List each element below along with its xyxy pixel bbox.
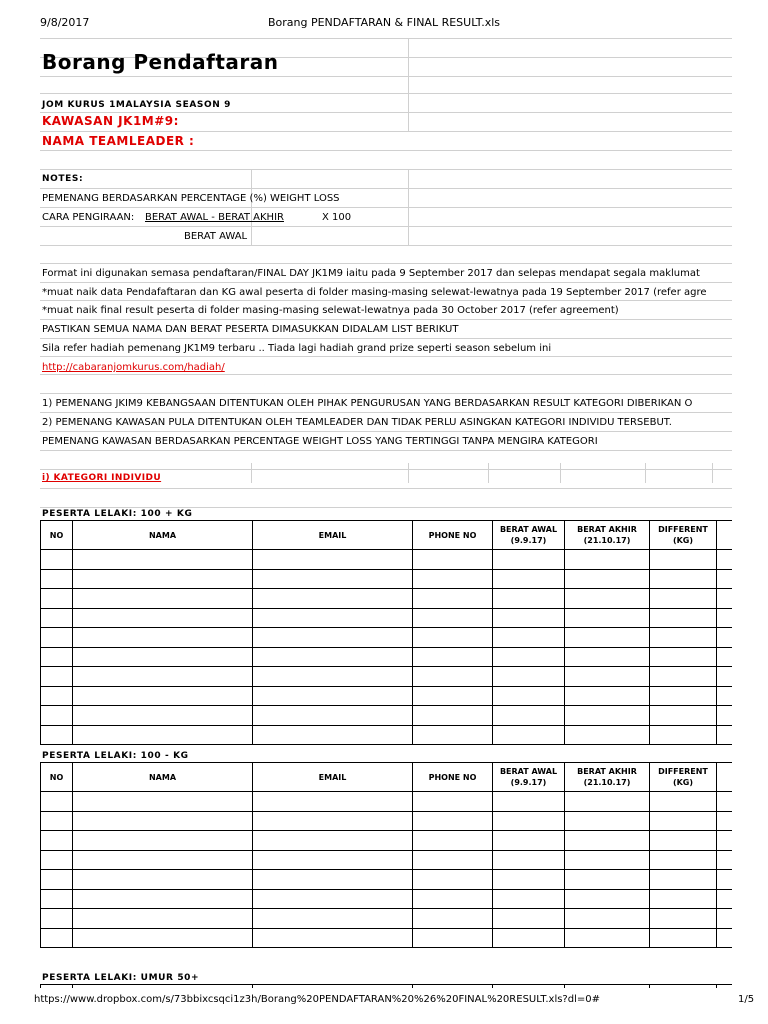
cell-no[interactable] (41, 889, 73, 909)
cell-berat-akhir[interactable] (565, 686, 650, 706)
table-row (41, 850, 733, 870)
cell-berat-akhir[interactable] (565, 850, 650, 870)
cell-berat-akhir[interactable] (565, 569, 650, 589)
note-percentage: PEMENANG BERDASARKAN PERCENTAGE (%) WEIGHT LOSS (42, 193, 340, 204)
cell-no[interactable] (41, 628, 73, 648)
cell-berat-awal[interactable] (493, 550, 565, 570)
cell-no[interactable] (41, 608, 73, 628)
cell-no[interactable] (41, 667, 73, 687)
cell-different[interactable] (650, 706, 717, 726)
column-header-extra (717, 985, 733, 989)
table-header-row (41, 763, 733, 792)
cell-phone[interactable] (413, 589, 493, 609)
table-row (41, 792, 733, 812)
column-header-berat-akhir (565, 985, 650, 989)
column-header-extra (717, 763, 733, 792)
info-line: Format ini digunakan semasa pendaftaran/FINAL DAY JK1M9 iaitu pada 9 September 2017 dan selepas mendapat segala maklumat (42, 268, 700, 279)
cell-nama[interactable] (73, 831, 253, 851)
cell-phone[interactable] (413, 831, 493, 851)
info-line: Sila refer hadiah pemenang JK1M9 terbaru .. Tiada lagi hadiah grand prize seperti season sebelum ini (42, 343, 552, 354)
cell-phone[interactable] (413, 850, 493, 870)
cell-different[interactable] (650, 589, 717, 609)
cell-extra[interactable] (717, 569, 733, 589)
cell-extra[interactable] (717, 706, 733, 726)
cell-extra[interactable] (717, 647, 733, 667)
gridline (40, 450, 732, 451)
cell-different[interactable] (650, 725, 717, 745)
cell-email[interactable] (253, 889, 413, 909)
table-row (41, 569, 733, 589)
cell-berat-awal[interactable] (493, 667, 565, 687)
column-header-nama: NAMA (73, 763, 253, 792)
column-header-no (41, 985, 73, 989)
cell-nama[interactable] (73, 608, 253, 628)
cell-different[interactable] (650, 870, 717, 890)
cara-multiplier: X 100 (322, 212, 352, 223)
cell-different[interactable] (650, 667, 717, 687)
cell-phone[interactable] (413, 686, 493, 706)
table-row (41, 889, 733, 909)
cell-extra[interactable] (717, 831, 733, 851)
cell-extra[interactable] (717, 850, 733, 870)
gridline (40, 150, 732, 151)
cell-nama[interactable] (73, 811, 253, 831)
cell-phone[interactable] (413, 725, 493, 745)
cell-phone[interactable] (413, 909, 493, 929)
cell-nama[interactable] (73, 569, 253, 589)
cell-no[interactable] (41, 725, 73, 745)
cell-email[interactable] (253, 628, 413, 648)
cell-different[interactable] (650, 909, 717, 929)
gridline (40, 488, 732, 489)
gridline (40, 393, 732, 394)
cell-no[interactable] (41, 928, 73, 948)
table-row (41, 831, 733, 851)
gridline (40, 76, 732, 77)
cell-berat-awal[interactable] (493, 870, 565, 890)
cell-phone[interactable] (413, 647, 493, 667)
cell-phone[interactable] (413, 569, 493, 589)
gridline (40, 93, 732, 94)
gridline (408, 463, 409, 483)
cell-berat-akhir[interactable] (565, 628, 650, 648)
gridline (40, 112, 732, 113)
cell-email[interactable] (253, 870, 413, 890)
cell-different[interactable] (650, 608, 717, 628)
cell-email[interactable] (253, 686, 413, 706)
cell-different[interactable] (650, 850, 717, 870)
cell-nama[interactable] (73, 550, 253, 570)
column-header-nama: NAMA (73, 521, 253, 550)
cell-nama[interactable] (73, 725, 253, 745)
cell-no[interactable] (41, 550, 73, 570)
table-row (41, 608, 733, 628)
cell-berat-awal[interactable] (493, 686, 565, 706)
cell-phone[interactable] (413, 550, 493, 570)
cell-email[interactable] (253, 589, 413, 609)
cell-berat-akhir[interactable] (565, 589, 650, 609)
cell-extra[interactable] (717, 725, 733, 745)
column-header-berat-awal: BERAT AWAL (9.9.17) (493, 763, 565, 792)
gridline (40, 319, 732, 320)
section-label: PESERTA LELAKI: 100 - KG (42, 751, 189, 761)
cell-nama[interactable] (73, 647, 253, 667)
cell-email[interactable] (253, 792, 413, 812)
cell-berat-awal[interactable] (493, 706, 565, 726)
gridline (408, 169, 409, 245)
cell-nama[interactable] (73, 706, 253, 726)
cell-nama[interactable] (73, 667, 253, 687)
cell-berat-awal[interactable] (493, 647, 565, 667)
cell-berat-akhir[interactable] (565, 608, 650, 628)
cell-berat-akhir[interactable] (565, 550, 650, 570)
cell-email[interactable] (253, 831, 413, 851)
cell-berat-awal[interactable] (493, 811, 565, 831)
column-header-no: NO (41, 763, 73, 792)
cell-email[interactable] (253, 811, 413, 831)
gridline (40, 338, 732, 339)
cell-no[interactable] (41, 686, 73, 706)
column-header-berat-awal (493, 985, 565, 989)
participant-table (40, 520, 732, 745)
cell-different[interactable] (650, 569, 717, 589)
cell-phone[interactable] (413, 928, 493, 948)
cell-berat-awal[interactable] (493, 589, 565, 609)
cell-email[interactable] (253, 608, 413, 628)
gridline (40, 188, 732, 189)
cell-different[interactable] (650, 928, 717, 948)
cell-extra[interactable] (717, 811, 733, 831)
cell-extra[interactable] (717, 628, 733, 648)
column-header-extra (717, 521, 733, 550)
column-header-email: EMAIL (253, 521, 413, 550)
cell-no[interactable] (41, 850, 73, 870)
cell-extra[interactable] (717, 589, 733, 609)
cell-email[interactable] (253, 667, 413, 687)
teamleader-label: NAMA TEAMLEADER : (42, 134, 195, 148)
gridline (40, 282, 732, 283)
cell-no[interactable] (41, 589, 73, 609)
cell-different[interactable] (650, 792, 717, 812)
gridline (40, 226, 732, 227)
hadiah-link[interactable]: http://cabaranjomkurus.com/hadiah/ (42, 362, 225, 373)
cell-extra[interactable] (717, 550, 733, 570)
cell-berat-akhir[interactable] (565, 706, 650, 726)
cell-berat-awal[interactable] (493, 725, 565, 745)
cell-phone[interactable] (413, 870, 493, 890)
column-header-different: DIFFERENT (KG) (650, 763, 717, 792)
kawasan-label: KAWASAN JK1M#9: (42, 114, 179, 128)
cell-different[interactable] (650, 686, 717, 706)
cell-berat-akhir[interactable] (565, 725, 650, 745)
cell-email[interactable] (253, 647, 413, 667)
kategori-label: i) KATEGORI INDIVIDU (42, 473, 162, 483)
cell-berat-awal[interactable] (493, 889, 565, 909)
cell-nama[interactable] (73, 928, 253, 948)
cell-email[interactable] (253, 706, 413, 726)
gridline (488, 463, 489, 483)
cell-berat-akhir[interactable] (565, 870, 650, 890)
cell-berat-akhir[interactable] (565, 647, 650, 667)
rule-line: 2) PEMENANG KAWASAN PULA DITENTUKAN OLEH TEAMLEADER DAN TIDAK PERLU ASINGKAN KATEGORI INDIVIDU TERSEBUT. (42, 417, 672, 428)
gridline (712, 463, 713, 483)
cell-berat-awal[interactable] (493, 831, 565, 851)
cell-berat-awal[interactable] (493, 569, 565, 589)
gridline (40, 300, 732, 301)
cell-berat-akhir[interactable] (565, 889, 650, 909)
table-row (41, 550, 733, 570)
rule-line: PEMENANG KAWASAN BERDASARKAN PERCENTAGE WEIGHT LOSS YANG TERTINGGI TANPA MENGIRA KATEGORI (42, 436, 598, 447)
cara-formula: BERAT AWAL - BERAT AKHIR (145, 212, 284, 223)
table-header-row (41, 521, 733, 550)
participant-table (40, 984, 732, 988)
gridline (560, 463, 561, 483)
notes-label: NOTES: (42, 174, 84, 184)
cell-nama[interactable] (73, 686, 253, 706)
table-row (41, 628, 733, 648)
cell-different[interactable] (650, 647, 717, 667)
info-line: *muat naik final result peserta di folder masing-masing selewat-lewatnya pada 30 October 2017 (refer agreement) (42, 305, 619, 316)
cell-berat-awal[interactable] (493, 850, 565, 870)
gridline (40, 131, 732, 132)
table-row (41, 928, 733, 948)
cell-berat-akhir[interactable] (565, 928, 650, 948)
table-row (41, 589, 733, 609)
cell-nama[interactable] (73, 889, 253, 909)
cell-extra[interactable] (717, 667, 733, 687)
cell-extra[interactable] (717, 909, 733, 929)
column-header-berat-awal: BERAT AWAL (9.9.17) (493, 521, 565, 550)
column-header-phone: PHONE NO (413, 521, 493, 550)
cell-berat-akhir[interactable] (565, 909, 650, 929)
gridline (40, 412, 732, 413)
print-date: 9/8/2017 (40, 16, 90, 29)
gridline (40, 207, 732, 208)
cell-phone[interactable] (413, 608, 493, 628)
cell-nama[interactable] (73, 628, 253, 648)
column-header-no: NO (41, 521, 73, 550)
cell-extra[interactable] (717, 686, 733, 706)
table-row (41, 725, 733, 745)
gridline (40, 431, 732, 432)
cell-berat-awal[interactable] (493, 608, 565, 628)
gridline (645, 463, 646, 483)
cell-email[interactable] (253, 569, 413, 589)
cell-no[interactable] (41, 909, 73, 929)
column-header-phone: PHONE NO (413, 763, 493, 792)
rule-line: 1) PEMENANG JKIM9 KEBANGSAAN DITENTUKAN OLEH PIHAK PENGURUSAN YANG BERDASARKAN RESULT KATEGORI DIBERIKAN O (42, 398, 693, 409)
cell-berat-awal[interactable] (493, 928, 565, 948)
cell-berat-awal[interactable] (493, 909, 565, 929)
section-label: PESERTA LELAKI: UMUR 50+ (42, 973, 200, 983)
cell-no[interactable] (41, 811, 73, 831)
cell-nama[interactable] (73, 870, 253, 890)
column-header-different: DIFFERENT (KG) (650, 521, 717, 550)
gridline (40, 356, 732, 357)
table-row (41, 909, 733, 929)
gridline (408, 38, 409, 132)
table-row (41, 706, 733, 726)
cell-phone[interactable] (413, 667, 493, 687)
cell-berat-akhir[interactable] (565, 792, 650, 812)
cell-phone[interactable] (413, 706, 493, 726)
cell-berat-awal[interactable] (493, 792, 565, 812)
cell-email[interactable] (253, 909, 413, 929)
cell-email[interactable] (253, 850, 413, 870)
table-row (41, 667, 733, 687)
cell-berat-akhir[interactable] (565, 811, 650, 831)
cell-email[interactable] (253, 725, 413, 745)
cell-berat-awal[interactable] (493, 628, 565, 648)
table-row (41, 811, 733, 831)
column-header-different (650, 985, 717, 989)
gridline (40, 263, 732, 264)
cell-different[interactable] (650, 811, 717, 831)
cell-different[interactable] (650, 831, 717, 851)
gridline (40, 469, 732, 470)
cell-nama[interactable] (73, 589, 253, 609)
participant-table (40, 762, 732, 948)
cell-berat-akhir[interactable] (565, 831, 650, 851)
cell-no[interactable] (41, 831, 73, 851)
gridline (40, 38, 732, 39)
cell-phone[interactable] (413, 811, 493, 831)
section-label: PESERTA LELAKI: 100 + KG (42, 509, 193, 519)
table-row (41, 647, 733, 667)
column-header-phone (413, 985, 493, 989)
cell-extra[interactable] (717, 608, 733, 628)
cell-email[interactable] (253, 928, 413, 948)
cell-nama[interactable] (73, 909, 253, 929)
form-title: Borang Pendaftaran (42, 50, 279, 74)
table-header-row (41, 985, 733, 989)
column-header-email: EMAIL (253, 763, 413, 792)
cell-no[interactable] (41, 569, 73, 589)
cara-label: CARA PENGIRAAN: (42, 212, 135, 223)
gridline (251, 169, 252, 245)
cell-different[interactable] (650, 550, 717, 570)
page-number: 1/5 (738, 994, 755, 1005)
event-name: JOM KURUS 1MALAYSIA SEASON 9 (42, 100, 231, 110)
cell-berat-akhir[interactable] (565, 667, 650, 687)
cell-email[interactable] (253, 550, 413, 570)
gridline (40, 245, 732, 246)
info-line: *muat naik data Pendafaftaran dan KG awal peserta di folder masing-masing selewat-lewatnya pada 19 September 2017 (refer agre (42, 287, 707, 298)
gridline (251, 463, 252, 483)
cell-extra[interactable] (717, 870, 733, 890)
column-header-berat-akhir: BERAT AKHIR (21.10.17) (565, 763, 650, 792)
cell-nama[interactable] (73, 850, 253, 870)
cell-extra[interactable] (717, 889, 733, 909)
cell-nama[interactable] (73, 792, 253, 812)
cell-extra[interactable] (717, 928, 733, 948)
cell-phone[interactable] (413, 792, 493, 812)
cell-no[interactable] (41, 706, 73, 726)
cell-phone[interactable] (413, 628, 493, 648)
cell-no[interactable] (41, 870, 73, 890)
cell-no[interactable] (41, 792, 73, 812)
cell-phone[interactable] (413, 889, 493, 909)
cell-different[interactable] (650, 628, 717, 648)
column-header-nama (73, 985, 253, 989)
cell-different[interactable] (650, 889, 717, 909)
table-row (41, 686, 733, 706)
gridline (40, 374, 732, 375)
column-header-email (253, 985, 413, 989)
cell-no[interactable] (41, 647, 73, 667)
cara-denominator: BERAT AWAL (184, 231, 248, 242)
gridline (40, 169, 732, 170)
column-header-berat-akhir: BERAT AKHIR (21.10.17) (565, 521, 650, 550)
table-row (41, 870, 733, 890)
cell-extra[interactable] (717, 792, 733, 812)
document-title: Borang PENDAFTARAN & FINAL RESULT.xls (267, 16, 501, 29)
footer-url: https://www.dropbox.com/s/73bbixcsqci1z3h/Borang%20PENDAFTARAN%20%26%20FINAL%20RESULT.xls?dl=0# (34, 994, 600, 1005)
spreadsheet (40, 38, 732, 988)
info-line: PASTIKAN SEMUA NAMA DAN BERAT PESERTA DIMASUKKAN DIDALAM LIST BERIKUT (42, 324, 459, 335)
